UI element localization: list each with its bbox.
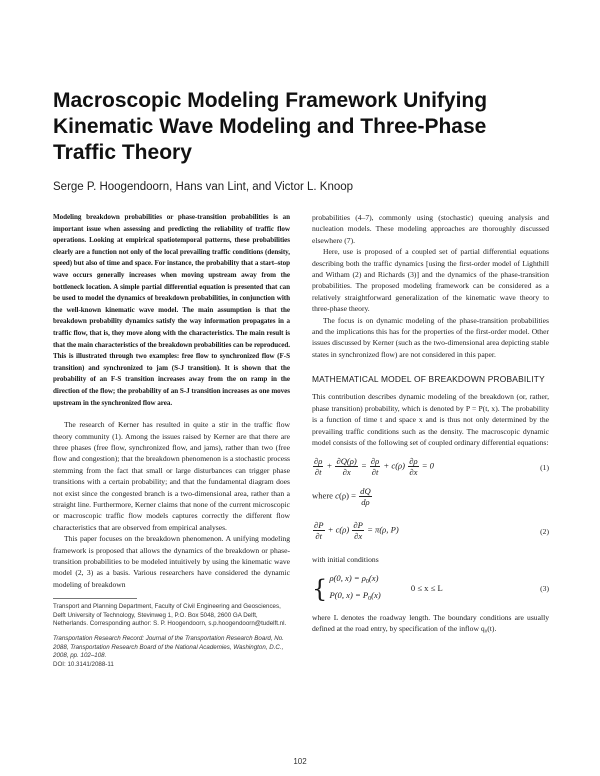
doi: DOI: 10.3141/2088-11: [53, 660, 114, 668]
equation-domain: 0 ≤ x ≤ L: [410, 583, 443, 594]
left-column: [53, 212, 290, 669]
footnote-rule: [53, 598, 137, 599]
equation-1: $\frac{\partial\rho}{\partial t}$ + $\frac{\partial Q(\rho)}{\partial x}$ = $\frac{\partial\rho}{\partial t}$ + c(ρ) $\frac{\partial\rho}{\partial x}$ = 0 (1): [314, 456, 549, 478]
journal-citation: Transportation Research Record: Journal of the Transportation Research Board, No. 2088, Transportation Research Board of the National Academies, Washington, D.C., 2008, pp. 102–108.: [53, 634, 284, 660]
affiliation-footnote: Transport and Planning Department, Faculty of Civil Engineering and Geosciences, Delft University of Technology, Stevinweg 1, P.O. Box 5048, 2600 GA Delft, Netherlands. Corresponding author: S. P. Hoogendoorn, s.p.hoogendoorn@tudelft.nl.: [53, 603, 287, 628]
equation-2: $\frac{\partial P}{\partial t}$ + c(ρ) $\frac{\partial P}{\partial x}$ = π(ρ, P) (2): [314, 520, 549, 542]
section-paragraph: This contribution describes dynamic modeling of the breakdown (or, rather, phase transition) probability, which is denoted by P = P(t, x). The probability is a function of time t and space x and is thus not only determined by the prevailing traffic conditions such as the density. The macroscopic dynamic model consists of the following set of coupled ordinary differential equations:: [312, 392, 549, 447]
paper-title: Macroscopic Modeling Framework Unifying Kinematic Wave Modeling and Three-Phase Traffic Theory: [53, 89, 488, 164]
equation-number: (3): [540, 583, 549, 593]
closing-paragraph: where L denotes the roadway length. The boundary conditions are usually defined at the road entry, by specification of the inflow q₀(t).: [312, 612, 549, 634]
right-column: [312, 212, 549, 635]
page-number: 102: [293, 757, 307, 766]
body-paragraph: The research of Kerner has resulted in quite a stir in the traffic flow theory community (1). Among the issues raised by Kerner are that there are three phases (free flow, synchronized flow, and jams), rather than two (free flow and congestion); that the breakdown phenomenon is a stochastic process stemming from the fact that small or large disturbances can trigger phase transitions with a certain probability; and that the fundamental diagram does not exist since the congested branch is a two-dimensional area, rather than a straight line. Furthermore, Kerner claims that none of the current microscopic or macroscopic traffic flow models captures correctly the different flow characteristics that are observed from empirical analyses.: [53, 420, 290, 532]
initial-conditions-label: with initial conditions: [312, 555, 379, 565]
section-heading: MATHEMATICAL MODEL OF BREAKDOWN PROBABILITY: [312, 374, 545, 385]
equation-number: (2): [540, 527, 549, 537]
body-paragraph: Here, use is proposed of a coupled set of partial differential equations describing both the traffic dynamics [using the first-order model of Lighthill and Witham (2) and Richards (3)] and the dynamics of the phase-transition probabilities. The proposed modeling framework can be considered as a relatively straightforward generalization of the kinematic wave theory to three-phase theory.: [312, 247, 549, 314]
equation-3: { ρ(0, $x) = \rho_0(x)$ P(0, $x) = P_0(x) 0 \le x \le L$ (3): [312, 572, 549, 603]
equation-wave-speed: where c(ρ) = $\frac{dQ}{d\rho}$: [312, 486, 371, 508]
author-list: Serge P. Hoogendoorn, Hans van Lint, and Victor L. Knoop: [53, 181, 354, 193]
body-paragraph: probabilities (4–7), commonly using (stochastic) queuing analysis and nucleation models. These modeling approaches are thoroughly discussed elsewhere (7).: [312, 213, 549, 245]
where-label: where: [312, 490, 333, 501]
equation-number: (1): [540, 463, 549, 473]
body-paragraph: The focus is on dynamic modeling of the phase-transition probabilities and the implications this has for the properties of the first-order model. Other issues discussed by Kerner (such as the two-dimensional area depicting stable states in synchronized flow) are not considered in this paper.: [312, 315, 549, 359]
body-paragraph: This paper focuses on the breakdown phenomenon. A unifying modeling framework is proposed that allows the dynamics of the breakdown or phase-transition probabilities to be modeled intuitively by using the kinematic wave model (2, 3) as a basis. Various researchers have considered the dynamic modeling of breakdown: [53, 534, 290, 589]
abstract: Modeling breakdown probabilities or phase-transition probabilities is an important issue when assessing and predicting the reliability of traffic flow operations. Looking at empirical spatiotemporal patterns, these probabilities clearly are a function not only of the local prevailing traffic conditions (density, speed) but also of time and space. For instance, the probability that a start–stop wave occurs generally increases when moving upstream away from the bottleneck location. A simple partial differential equation is presented that can be used to model the dynamics of breakdown probabilities, in conjunction with the well-known kinematic wave model. The main assumption is that the breakdown probability dynamics satisfy the way information propagates in a traffic flow, that is, they move along with the characteristics. The main result is that the main characteristics of the breakdown probabilities can be reproduced. This is illustrated through two examples: free flow to synchronized flow (F-S transition) and synchronized to jam (S-J transition). It is shown that the probability of an F-S transition increases away from the on ramp in the direction of the flow; the probability of an S-J transition increases as one moves upstream in the synchronized flow area.: [53, 213, 290, 407]
